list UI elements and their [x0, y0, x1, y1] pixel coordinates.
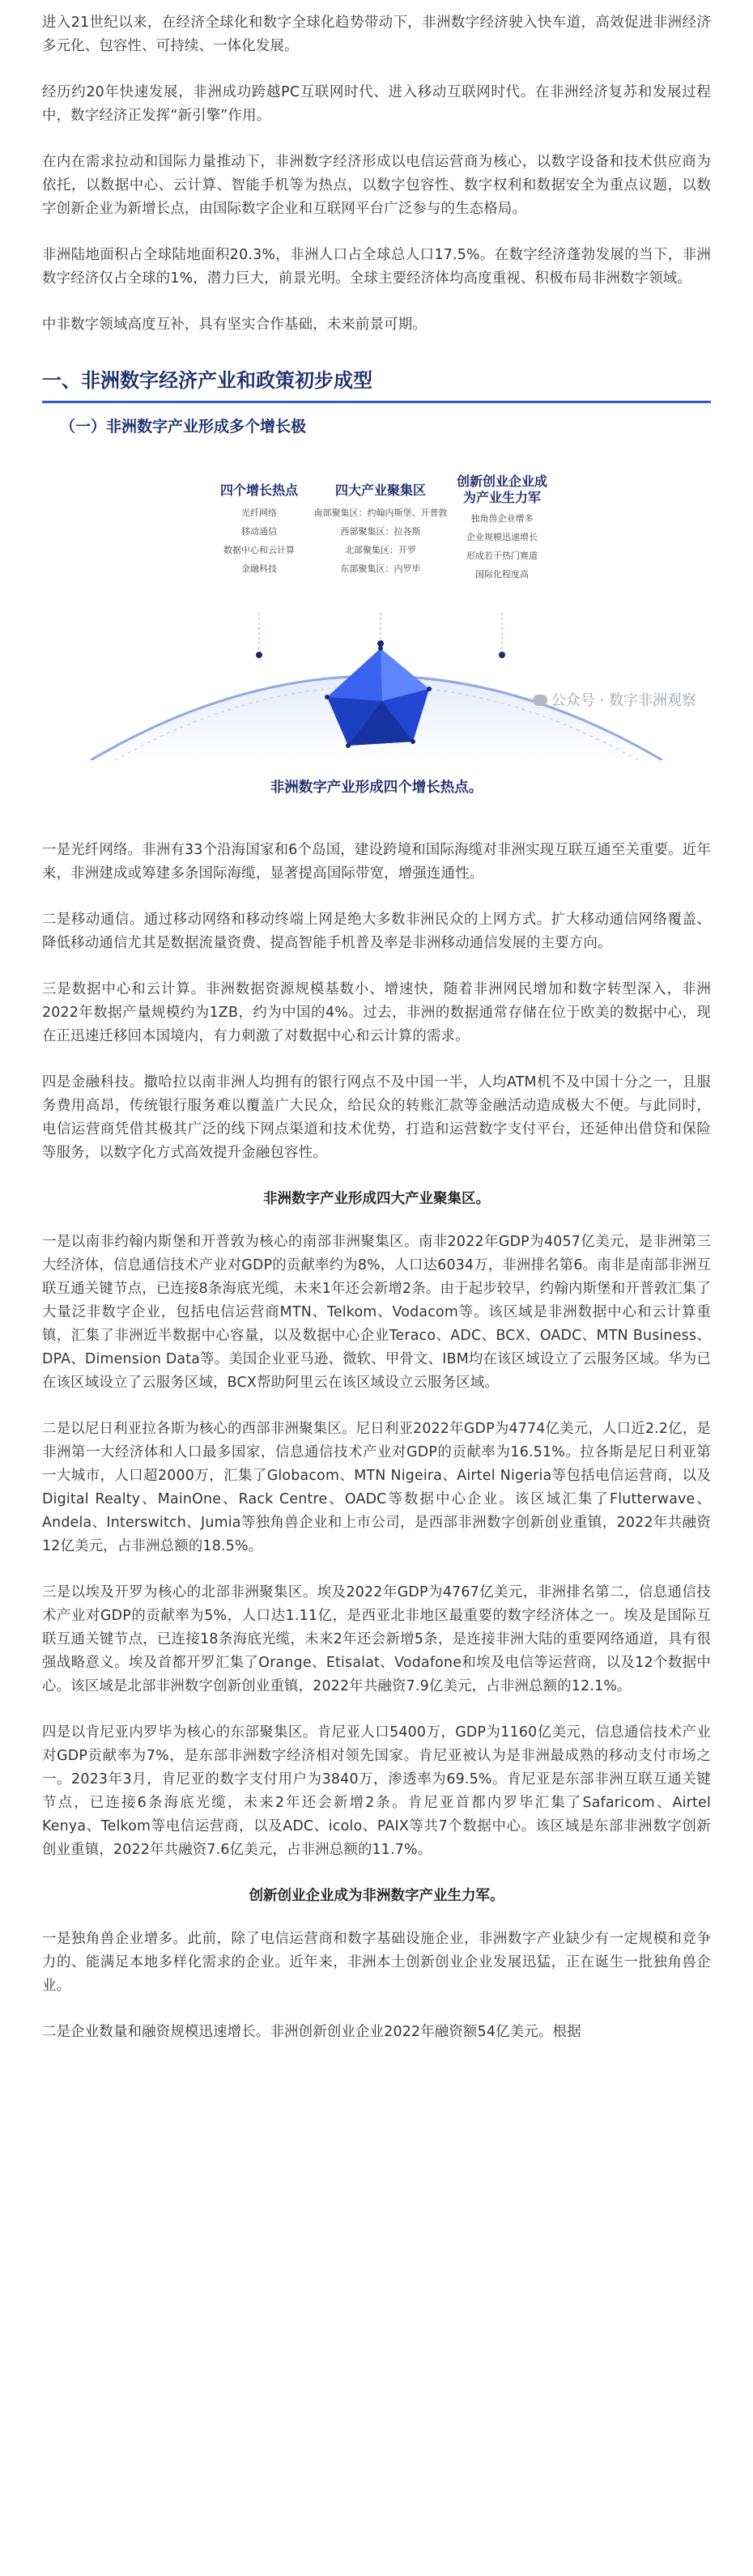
intro-paragraph: 中非数字领域高度互补，具有坚实合作基础，未来前景可期。: [42, 317, 427, 333]
column-item: 数据中心和云计算: [223, 545, 295, 555]
column-title: 四大产业聚集区: [334, 482, 426, 498]
column-title: 四个增长热点: [219, 482, 298, 498]
hotspot-paragraph: 二是移动通信。通过移动网络和移动终端上网是绝大多数非洲民众的上网方式。扩大移动通信网络覆盖、降低移动通信尤其是数据流量资费、提高智能手机普及率是非洲移动通信发展的主要方向。: [42, 912, 711, 951]
clusters-section: [42, 1231, 711, 1862]
wechat-icon: [533, 695, 547, 706]
hotspot-paragraph: 四是金融科技。撒哈拉以南非洲人均拥有的银行网点不及中国一半，人均ATM机不及中国十分之一，且服务费用高昂，传统银行服务难以覆盖广大民众，给民众的转账汇款等金融活动造成极大不便。与此同时，电信运营商凭借其极其广泛的线下网点渠道和技术优势，打造和运营数字支付平台，还延伸出借贷和保险等服务，以数字化方式高效提升金融包容性。: [42, 1074, 711, 1161]
column-item: 光纤网络: [241, 508, 277, 518]
growth-pole-infographic: [42, 454, 711, 760]
column-title-line: 创新创业企业成: [456, 474, 547, 489]
column-item: 移动通信: [241, 526, 277, 537]
startups-heading: 创新创业企业成为非洲数字产业生力军。: [249, 1888, 504, 1904]
hotspot-paragraph: 三是数据中心和云计算。非洲数据资源规模基数小、增速快，随着非洲网民增加和数字转型深入，非洲2022年数据产量规模约为1ZB，约为中国的4%。过去，非洲的数据通常存储在位于欧美的数据中心，现在正迅速迁移回本国境内，有力刺激了对数据中心和云计算的需求。: [42, 981, 711, 1044]
column-industry-clusters: [308, 480, 453, 578]
column-item: 东部聚集区：内罗毕: [340, 563, 421, 574]
intro-paragraph: 经历约20年快速发展，非洲成功跨越PC互联网时代、进入移动互联网时代。在非洲经济复苏和发展过程中，数字经济正发挥“新引擎”作用。: [42, 84, 711, 124]
figure-caption: 非洲数字产业形成四个增长热点。: [270, 780, 483, 796]
column-item: 西部聚集区：拉各斯: [340, 526, 421, 537]
watermark: [533, 689, 696, 710]
subsection-heading: （一）非洲数字产业形成多个增长极: [60, 418, 307, 436]
intro-section: [42, 11, 711, 337]
column-item: 金融科技: [241, 563, 277, 574]
column-title: [441, 474, 563, 506]
startup-paragraph: 一是独角兽企业增多。此前，除了电信运营商和数字基础设施企业，非洲数字产业缺少有一定规模和竞争力的、能满足本地多样化需求的企业。近年来，非洲本土创新创业企业发展迅猛，正在诞生一批独角兽企业。: [42, 1931, 711, 1994]
cluster-paragraph: 二是以尼日利亚拉各斯为核心的西部非洲聚集区。尼日利亚2022年GDP为4774亿美元，人口近2.2亿，是非洲第一大经济体和人口最多国家，信息通信技术产业对GDP的贡献率为16.51%。拉各斯是尼日利亚第一大城市，人口超2000万，汇集了Globacom、MTN Nigeira、Airtel Nigeria等包括电信运营商，以及Digital Realty、MainOne、Rack Centre、OADC等数据中心企业。该区域汇集了Flutterwave、Andela、Interswitch、Jumia等独角兽企业和上市公司，是西部非洲数字创新创业重镇，2022年共融资12亿美元，占非洲总额的18.5%。: [42, 1421, 711, 1554]
column-title-line: 为产业生力军: [462, 490, 541, 505]
intro-paragraph: 非洲陆地面积占全球陆地面积20.3%，非洲人口占全球总人口17.5%。在数字经济蓬勃发展的当下，非洲数字经济仅占全球的1%，潜力巨大，前景光明。全球主要经济体均高度重视、积极布局非洲数字领域。: [42, 247, 711, 287]
connector-dot: [499, 652, 505, 658]
column-item: 独角兽企业增多: [470, 513, 534, 524]
connector-dot: [256, 652, 262, 658]
column-item: 南部聚集区：约翰内斯堡、开普敦: [313, 508, 448, 518]
hotspots-section: [42, 839, 711, 1165]
column-item: 形成若干热门赛道: [466, 550, 538, 561]
cluster-paragraph: 三是以埃及开罗为核心的北部非洲聚集区。埃及2022年GDP为4767亿美元，非洲排名第二，信息通信技术产业对GDP的贡献率为5%，人口达1.11亿，是西亚北非地区最重要的数字经济体之一。埃及是国际互联互通关键节点，已连接18条海底光缆，未来2年还会新增5条，是连接非洲大陆的重要网络通道，具有很强战略意义。埃及首都开罗汇集了Orange、Etisalat、Vodafone和埃及电信等运营商，以及12个数据中心。该区域是北部非洲数字创新创业重镇，2022年共融资7.9亿美元，占非洲总额的12.1%。: [42, 1584, 711, 1694]
intro-paragraph: 进入21世纪以来，在经济全球化和数字全球化趋势带动下，非洲数字经济驶入快车道，高效促进非洲经济多元化、包容性、可持续、一体化发展。: [42, 15, 711, 54]
column-item: 国际化程度高: [475, 569, 529, 580]
startups-section: [42, 1928, 711, 2044]
cluster-paragraph: 一是以南非约翰内斯堡和开普敦为核心的南部非洲聚集区。南非2022年GDP为4057亿美元，是非洲第三大经济体，信息通信技术产业对GDP的贡献率约为8%，人口达6034万，非洲排名第6。南非是南部非洲互联互通关键节点，已连接8条海底光缆，未来1年还会新增2条。由于起步较早，约翰内斯堡和开普敦汇集了大量泛非数字企业，包括电信运营商MTN、Telkom、Vodacom等。该区域是非洲数据中心和云计算重镇，汇集了非洲近半数据中心容量，以及数据中心企业Teraco、ADC、BCX、OADC、MTN Business、DPA、Dimension Data等。美国企业亚马逊、微软、甲骨文、IBM均在该区域设立了云服务区域。华为已在该区域设立了云服务区域，BCX帮助阿里云在该区域设立云服务区域。: [42, 1234, 711, 1391]
clusters-heading: 非洲数字产业形成四大产业聚集区。: [263, 1191, 490, 1207]
cluster-paragraph: 四是以肯尼亚内罗毕为核心的东部聚集区。肯尼亚人口5400万，GDP为1160亿美元，信息通信技术产业对GDP贡献率为7%，是东部非洲数字经济相对领先国家。肯尼亚被认为是非洲最成熟的移动支付市场之一。2023年3月，肯尼亚的数字支付用户为3840万，渗透率为69.5%。肯尼亚是东部非洲互联互通关键节点，已连接6条海底光缆，未来2年还会新增2条。肯尼亚首都内罗毕汇集了Safaricom、Airtel Kenya、Telkom等电信运营商，以及ADC、icolo、PAIX等共7个数据中心。该区域是东部非洲数字创新创业重镇，2022年共融资7.6亿美元，占非洲总额的11.7%。: [42, 1724, 711, 1858]
column-item: 北部聚集区：开罗: [345, 545, 416, 555]
watermark-text: 公众号 · 数字非洲观察: [551, 692, 696, 709]
column-startups: [441, 474, 563, 584]
connector-dot: [377, 640, 384, 647]
startup-paragraph: 二是企业数量和融资规模迅速增长。非洲创新创业企业2022年融资额54亿美元。根据: [42, 2024, 581, 2040]
section-heading: 一、非洲数字经济产业和政策初步成型: [42, 364, 711, 403]
column-growth-hotspots: [198, 480, 320, 578]
intro-paragraph: 在内在需求拉动和国际力量推动下，非洲数字经济形成以电信运营商为核心，以数字设备和技术供应商为依托，以数据中心、云计算、智能手机等为热点，以数字包容性、数字权利和数据安全为重点议题，以数字创新企业为新增长点，由国际数字企业和互联网平台广泛参与的生态格局。: [42, 154, 711, 217]
column-item: 企业规模迅速增长: [466, 532, 538, 542]
hotspot-paragraph: 一是光纤网络。非洲有33个沿海国家和6个岛国，建设跨境和国际海缆对非洲实现互联互通至关重要。近年来，非洲建成或筹建多条国际海缆，显著提高国际带宽，增强连通性。: [42, 842, 711, 882]
